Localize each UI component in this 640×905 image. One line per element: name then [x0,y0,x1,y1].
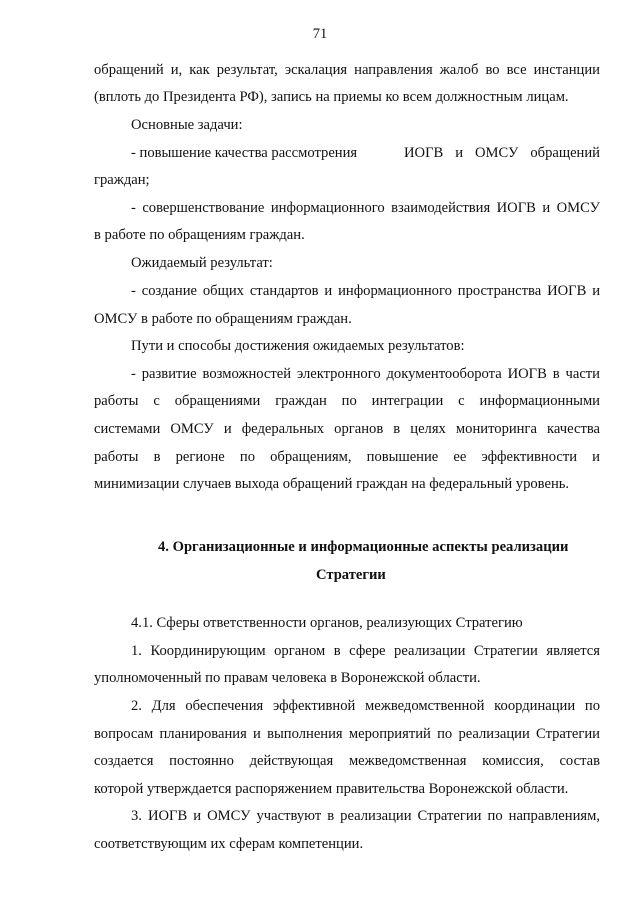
text-line: которой утверждается распоряжением правительства Воронежской области. [94,781,569,797]
text-line: обращений и, как результат, эскалация направления жалоб во все инстанции [94,62,600,78]
text-line: - создание общих стандартов и информационного пространства ИОГВ и [131,283,600,299]
text-line: Ожидаемый результат: [131,255,273,271]
text-line: соответствующим их сферам компетенции. [94,836,364,852]
text-line: создается постоянно действующая межведомственная комиссия, состав [94,753,600,769]
text-line: работы в регионе по обращениям, повышение ее эффективности и [94,449,600,465]
page-number: 71 [312,26,328,42]
subsection-title: 4.1. Сферы ответственности органов, реализующих Стратегию [131,615,523,631]
text-line: системами ОМСУ и федеральных органов в целях мониторинга качества [94,421,600,437]
section-heading: 4. Организационные и информационные аспекты реализации [158,539,569,555]
text-line: 1. Координирующим органом в сфере реализации Стратегии является [131,643,600,659]
text-line: - совершенствование информационного взаимодействия ИОГВ и ОМСУ [131,200,600,216]
text-line: (вплоть до Президента РФ), запись на приемы ко всем должностным лицам. [94,89,569,105]
text-line: 2. Для обеспечения эффективной межведомственной координации по [131,698,600,714]
text-line: Основные задачи: [131,117,243,133]
text-line: Пути и способы достижения ожидаемых результатов: [131,338,465,354]
text-line: вопросам планирования и выполнения мероприятий по реализации Стратегии [94,726,600,742]
section-heading-continuation: Стратегии [316,567,386,583]
text-line: работы с обращениями граждан по интеграции с информационными [94,393,600,409]
text-line: ИОГВ и ОМСУ обращений [404,145,600,161]
text-line: в работе по обращениям граждан. [94,227,305,243]
text-line: 3. ИОГВ и ОМСУ участвуют в реализации Стратегии по направлениям, [131,808,600,824]
text-line: ОМСУ в работе по обращениям граждан. [94,311,352,327]
text-line: минимизации случаев выхода обращений граждан на федеральный уровень. [94,476,570,492]
text-line: - повышение качества рассмотрения [131,145,358,161]
text-line: граждан; [94,172,150,188]
text-line: уполномоченный по правам человека в Воронежской области. [94,670,481,686]
text-line: - развитие возможностей электронного документооборота ИОГВ в части [131,366,600,382]
